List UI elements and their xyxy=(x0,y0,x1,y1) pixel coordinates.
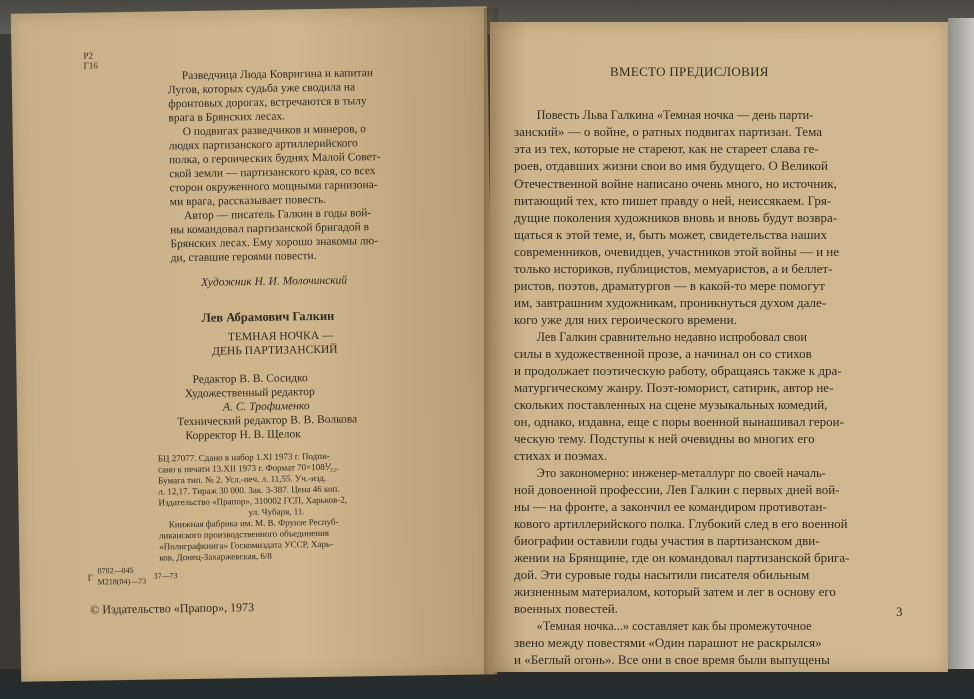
text-line: военных повестей. xyxy=(514,601,618,617)
text-line: силы в художественной прозе, а начинал он со стихов xyxy=(514,345,812,361)
annotation-line: ми врага, рассказывает повесть. xyxy=(169,193,327,209)
text-line: «Темная ночка...» составляет как бы промежуточное xyxy=(536,618,812,634)
annotation-line: полка, о героических буднях Малой Совет- xyxy=(169,150,381,167)
annotation-line: Лугов, которых судьба уже сводила на xyxy=(167,81,356,97)
right-page xyxy=(490,22,948,672)
author-name: Лев Абрамович Галкин xyxy=(201,308,335,325)
annotation-line: Разведчица Люда Ковригина и капитан xyxy=(181,67,374,83)
text-line: роев, отдавших жизни свои во имя будущего. О Великой xyxy=(514,158,828,174)
annotation-line: Брянских лесах. Ему хорошо знакомы лю- xyxy=(170,235,379,251)
text-line: жении на Брянщине, где он командовал партизанской брига- xyxy=(514,550,850,566)
book-title-line-1: ТЕМНАЯ НОЧКА — xyxy=(227,329,334,344)
annotation-line: Автор — писатель Галкин в годы вой- xyxy=(183,207,372,223)
imprint-line: л. 12,17. Тираж 30 000. Зак. 3-387. Цена 46 коп. xyxy=(158,483,340,497)
imprint-line: Издательство «Прапор», 310002 ГСП, Харьков-2, xyxy=(158,494,348,508)
imprint-line: ул. Чубаря, 11. xyxy=(248,506,305,518)
text-line: и продолжает поэтическую работу, обращаясь также к дра- xyxy=(514,362,842,378)
index-denominator: М218(04)—73 xyxy=(97,576,147,587)
annotation-line: ны командовал партизанской бригадой в xyxy=(170,221,370,237)
credit-line: Технический редактор В. В. Волкова xyxy=(177,413,358,429)
index-numerator: 0702—045 xyxy=(97,565,134,576)
credit-line: Художественный редактор xyxy=(184,386,315,401)
text-line: стихах и поэмах. xyxy=(514,447,608,463)
text-line: матургическому жанру. Поэт-юморист, сатирик, автор не- xyxy=(514,379,834,395)
annotation-line: людях партизанского артиллерийского xyxy=(168,137,358,153)
text-line: и «Беглый огонь». Все они в свое время были выпущены xyxy=(514,652,830,668)
text-line: ческую тему. Подступы к ней очевидны во многих его xyxy=(514,430,815,446)
left-page xyxy=(11,6,497,681)
credit-line: Корректор Н. В. Щелок xyxy=(185,428,301,443)
text-line: жизненным материалом, который затем и лег в основу его xyxy=(514,584,836,600)
text-line: только историков, публицистов, мемуаристов, а и беллет- xyxy=(514,260,833,276)
index-prefix: Г xyxy=(87,572,93,583)
book-cover-right xyxy=(948,18,974,699)
index-suffix: 37—73 xyxy=(153,571,178,581)
annotation-line: фронтовых дорогах, встречаются в тылу xyxy=(168,95,367,111)
book-title-line-2: ДЕНЬ ПАРТИЗАНСКИЙ xyxy=(212,343,338,358)
text-line: им, завтрашним художникам, проникнуться духом дале- xyxy=(514,294,827,310)
text-line: дой. Эти суровые годы насытили писателя обильным xyxy=(514,567,810,583)
text-line: эта из тех, которые не стареют, как не стареет слава ге- xyxy=(514,141,819,157)
text-line: Это закономерно: инженер-металлург по своей началь- xyxy=(536,464,826,480)
imprint-line: Книжная фабрика им. М. В. Фрунзе Респуб- xyxy=(168,516,339,530)
imprint-line: сано к печати 13.XII 1973 г. Формат 70×108⅟₃₂. xyxy=(157,461,339,475)
text-line: Лев Галкин сравнительно недавно испробовал свои xyxy=(536,328,807,344)
annotation-line: ди, ставшие героями повести. xyxy=(170,250,317,265)
text-line: ристов, поэтов, драматургов — в какой-то мере помогут xyxy=(514,277,825,293)
text-line: Отечественной войне написано очень много, но источник, xyxy=(514,175,837,191)
text-line: кового артиллерийского полка. Глубокий след в его военной xyxy=(514,516,848,531)
text-line: ной довоенной профессии, Лев Галкин с первых дней вой- xyxy=(514,481,840,497)
text-line: звено между повестями «Один парашют не раскрылся» xyxy=(514,635,822,651)
illustrator-credit: Художник Н. И. Молочинский xyxy=(200,274,348,289)
annotation-line: сторон окруженного мощными гарнизона- xyxy=(169,179,378,195)
text-line: кого уже для них героического времени. xyxy=(514,311,737,327)
imprint-line: «Полиграфкнига» Госкомиздата УССР, Харь- xyxy=(159,538,334,552)
preface-heading: ВМЕСТО ПРЕДИСЛОВИЯ xyxy=(610,64,769,79)
text-line: дущие поколения художников вновь и вновь будут возвра- xyxy=(514,209,838,225)
text-line: щаться к этой теме, и, быть может, свидетельства наших xyxy=(514,226,827,242)
text-line: Повесть Льва Галкина «Темная ночка — день парти- xyxy=(536,107,814,123)
text-line: питающий тех, кто пишет правду о ней, неиссякаем. Гря- xyxy=(514,192,832,208)
text-line: занский» — о войне, о ратных подвигах партизан. Тема xyxy=(514,124,822,140)
credit-line: А. С. Трофименко xyxy=(222,400,310,414)
corner-code-line-1: Р2 xyxy=(83,50,94,61)
text-line: ны — на фронте, а закончил ее командиром противотан- xyxy=(514,498,827,514)
text-line: биографии оставили годы участия в партизанском дви- xyxy=(514,533,820,549)
page-number: 3 xyxy=(896,604,903,619)
text-line: современников, очевидцев, участников этой войны — и не xyxy=(514,243,840,259)
copyright: © Издательство «Прапор», 1973 xyxy=(90,600,255,617)
imprint-line: БЦ 27077. Сдано в набор 1.XI 1973 г. Подпи- xyxy=(157,450,330,464)
text-line: он, однако, издавна, еще с поры военной вынашивал герои- xyxy=(514,413,844,429)
imprint-line: ликанского производственного объединения xyxy=(158,527,330,541)
annotation-line: О подвигах разведчиков и минеров, о xyxy=(182,123,367,139)
corner-code-line-2: Г16 xyxy=(83,60,98,71)
annotation-line: ской земли — партизанского края, со всех xyxy=(169,165,376,181)
annotation-line: врага в Брянских лесах. xyxy=(168,110,286,125)
text-line: скольких поставленных на сцене музыкальных комедий, xyxy=(514,396,828,412)
credit-line: Редактор В. В. Сосидко xyxy=(192,372,308,386)
imprint-line: ков, Донец-Захаржевская, 6/8 xyxy=(159,550,272,563)
imprint-line: Бумага тип. № 2. Усл.-печ. л. 11,55. Уч.-изд. xyxy=(158,472,327,486)
